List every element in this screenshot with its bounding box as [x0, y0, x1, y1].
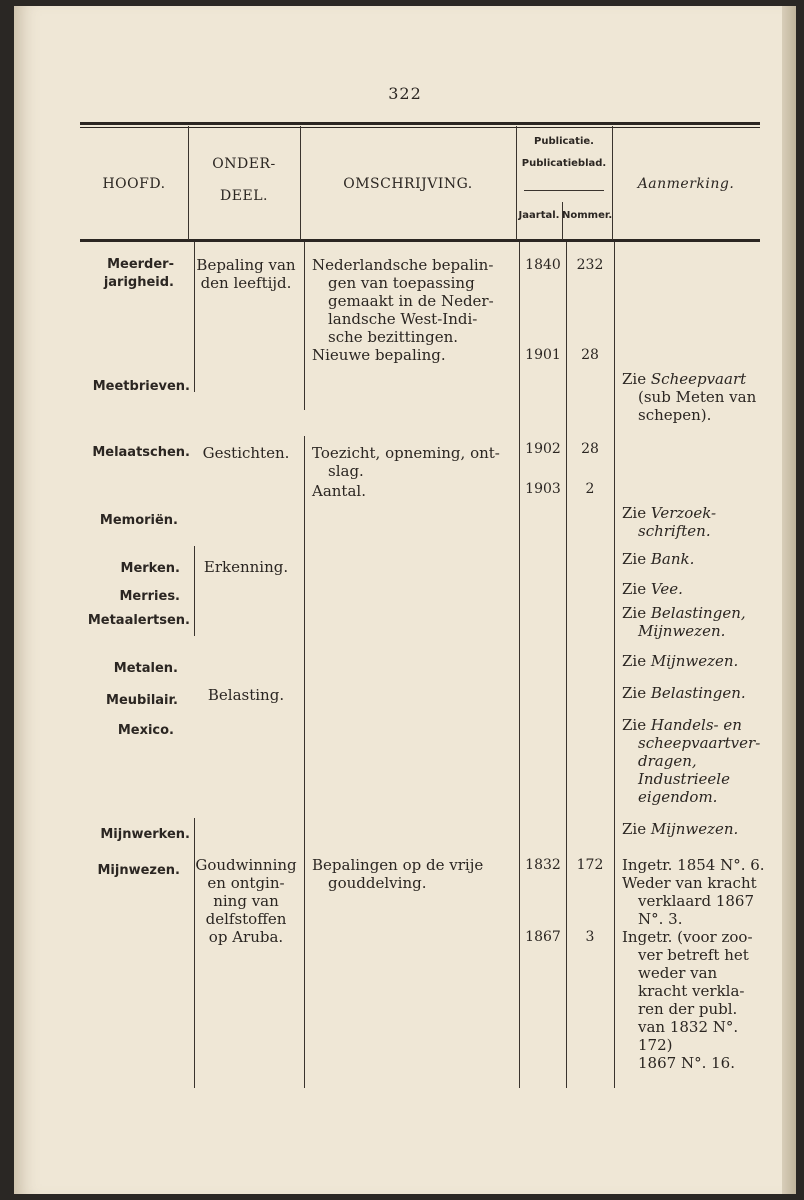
header-pub-brace [524, 190, 604, 191]
column-divider [304, 242, 305, 410]
nommer: 3 [585, 929, 595, 945]
header-nommer: Nommer. [562, 210, 613, 221]
jaartal: 1902 [525, 441, 561, 457]
omschrijving-line: slag. [328, 462, 364, 480]
omschrijving-line: Nederlandsche bepalin- [312, 256, 494, 274]
entry-metaalertsen: Metaalertsen. [87, 613, 190, 628]
reference: Mijnwezen. [650, 820, 739, 838]
aanmerking-meubilair [622, 684, 772, 702]
jaartal: 1901 [525, 347, 561, 363]
entry-mijnwerken: Mijnwerken. [100, 827, 190, 842]
onderdeel-meubilair: Belasting. [207, 686, 285, 704]
omschrijving-line: sche bezittingen. [328, 328, 459, 346]
omschrijving-meerderjarigheid-1 [312, 256, 508, 346]
nommer: 172 [576, 857, 604, 873]
aanmerking-mijnwezen-2 [622, 928, 772, 1072]
reference: Vee. [650, 580, 683, 598]
reference: eigendom. [638, 788, 718, 806]
aanmerking-line: van 1832 N°. 172) [638, 1018, 739, 1054]
entry-merries: Merries. [119, 589, 180, 604]
aanmerking-line: Weder van kracht [622, 874, 757, 892]
aanmerking-line: (sub Meten van [638, 388, 757, 406]
header-jaartal: Jaartal. [518, 210, 560, 221]
entry-mexico: Mexico. [117, 723, 174, 738]
zie: Zie [622, 684, 647, 702]
onderdeel-line: op Aruba. [208, 928, 284, 946]
page-number: 322 [388, 84, 422, 103]
column-divider [304, 436, 305, 1088]
onderdeel-melaatschen: Gestichten. [202, 444, 290, 462]
zie: Zie [622, 820, 647, 838]
entry-mijnwezen: Mijnwezen. [97, 863, 180, 878]
aanmerking-line: Ingetr. (voor zoo- [622, 928, 753, 946]
zie: Zie [622, 550, 647, 568]
aanmerking-merken [622, 550, 772, 568]
hoofd-line: Meerder- [107, 257, 174, 272]
aanmerking-line: N°. 3. [638, 910, 683, 928]
entry-merken: Merken. [120, 561, 180, 576]
aanmerking-line: schepen). [638, 406, 712, 424]
entry-meetbrieven: Meetbrieven. [92, 379, 190, 394]
omschrijving-line: landsche West-Indi- [328, 310, 478, 328]
column-divider [566, 242, 567, 1088]
reference: Industrieele [638, 770, 730, 788]
reference: Verzoek- [650, 504, 717, 522]
aanmerking-line: 1867 N°. 16. [638, 1054, 735, 1072]
header-aanmerking: Aanmerking. [637, 176, 735, 192]
reference: schriften. [638, 522, 711, 540]
page-edge [782, 6, 796, 1194]
header-divider [562, 202, 563, 240]
aanmerking-memorien [622, 504, 772, 540]
aanmerking-mijnwerken [622, 820, 772, 838]
jaartal: 1867 [525, 929, 561, 945]
reference: Mijnwezen. [650, 652, 739, 670]
entry-meerderjarigheid [64, 256, 174, 292]
onderdeel-mijnwezen [194, 856, 298, 946]
reference: scheepvaartver- [638, 734, 761, 752]
aanmerking-line: weder van [638, 964, 718, 982]
aanmerking-mijnwezen-1 [622, 856, 772, 928]
nommer: 232 [576, 257, 604, 273]
onderdeel-line: Bepaling van [196, 256, 296, 274]
zie: Zie [622, 580, 647, 598]
omschrijving-line: Toezicht, opneming, ont- [312, 444, 500, 462]
omschrijving-melaatschen-1 [312, 444, 508, 480]
header-publicatie: Publicatie. [534, 136, 594, 147]
nommer: 28 [581, 347, 599, 363]
reference: Mijnwezen. [638, 622, 726, 640]
document-page [14, 6, 796, 1194]
onderdeel-line: Goudwinning [195, 856, 297, 874]
onderdeel-line: delfstoffen [205, 910, 287, 928]
reference: Handels- en [650, 716, 742, 734]
header-divider [188, 126, 189, 240]
zie: Zie [622, 604, 647, 622]
jaartal: 1840 [525, 257, 561, 273]
jaartal: 1903 [525, 481, 561, 497]
aanmerking-metalen [622, 652, 772, 670]
column-divider [519, 242, 520, 1088]
entry-melaatschen: Melaatschen. [92, 445, 190, 460]
entry-meubilair: Meubilair. [106, 693, 178, 708]
aanmerking-line: Ingetr. 1854 N°. 6. [622, 856, 765, 874]
reference: Belastingen. [650, 684, 746, 702]
entry-memorien: Memoriën. [99, 513, 178, 528]
omschrijving-line: gouddelving. [328, 874, 427, 892]
aanmerking-merries [622, 580, 772, 598]
omschrijving-meerderjarigheid-2: Nieuwe bepaling. [312, 346, 446, 364]
column-divider [614, 242, 615, 1088]
onderdeel-line: den leeftijd. [200, 274, 292, 292]
reference: Scheepvaart [650, 370, 747, 388]
zie: Zie [622, 652, 647, 670]
omschrijving-melaatschen-2: Aantal. [312, 482, 366, 500]
omschrijving-line: gen van toepassing [328, 274, 475, 292]
aanmerking-line: ver betreft het [638, 946, 749, 964]
table-top-rule [80, 122, 760, 125]
omschrijving-line: gemaakt in de Neder- [328, 292, 494, 310]
header-omschrijving: OMSCHRIJVING. [343, 176, 473, 192]
aanmerking-metaalertsen [622, 604, 772, 640]
table-top-rule-thin [80, 127, 760, 128]
omschrijving-mijnwezen [312, 856, 508, 892]
aanmerking-meetbrieven [622, 370, 772, 424]
nommer: 28 [581, 441, 599, 457]
onderdeel-merken: Erkenning. [203, 558, 289, 576]
nommer: 2 [585, 481, 595, 497]
header-hoofd: HOOFD. [102, 176, 166, 192]
aanmerking-line: ren der publ. [638, 1000, 738, 1018]
zie: Zie [622, 370, 647, 388]
table-header-rule [80, 239, 760, 242]
aanmerking-line: verklaard 1867 [638, 892, 755, 910]
onderdeel-meerderjarigheid [194, 256, 298, 292]
omschrijving-line: Bepalingen op de vrije [312, 856, 484, 874]
onderdeel-line: en ontgin- [207, 874, 285, 892]
zie: Zie [622, 716, 647, 734]
header-publicatieblad: Publicatieblad. [521, 158, 607, 169]
zie: Zie [622, 504, 647, 522]
jaartal: 1832 [525, 857, 561, 873]
aanmerking-line: kracht verkla- [638, 982, 745, 1000]
reference: Belastingen, [650, 604, 746, 622]
onderdeel-line: ning van [213, 892, 279, 910]
aanmerking-mexico [622, 716, 772, 806]
reference: Bank. [650, 550, 695, 568]
header-onderdeel-1: ONDER- [212, 156, 276, 172]
entry-metalen: Metalen. [113, 661, 178, 676]
hoofd-line: jarigheid. [103, 275, 174, 290]
header-onderdeel-2: DEEL. [220, 188, 268, 204]
reference: dragen, [638, 752, 697, 770]
